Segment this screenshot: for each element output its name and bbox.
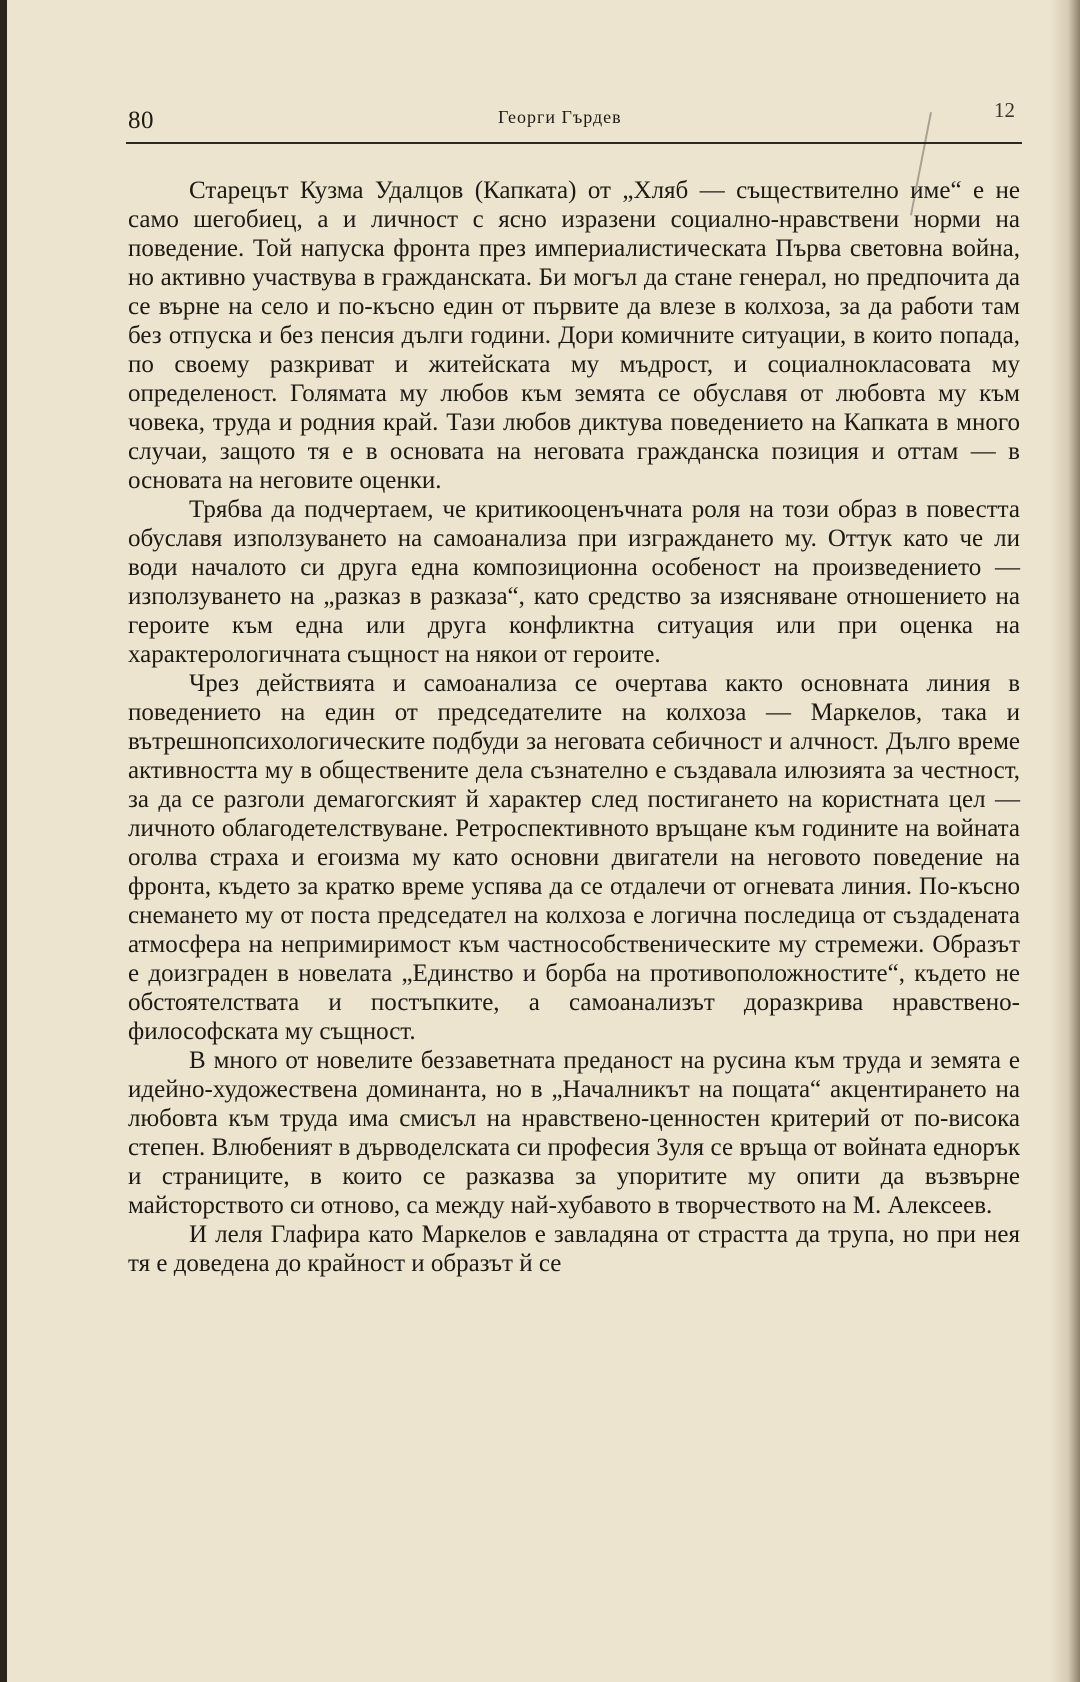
paragraph: Чрез действията и самоанализа се очертава както основната линия в поведението на един от председателите на колхоза — Маркелов, така и вътрешнопсихологическите подбуди за неговата себичност и алчност. Дълго време активността му в обществените дела съзнателно е създавала илюзията за честност, за да се разголи демагогският й характер след постигането на користната цел — личното облагодетелствуване. Ретроспективното връщане към годините на войната оголва страха и егоизма му като основни двигатели на неговото поведение на фронта, където за кратко време успява да се отдалечи от огневата линия. По-късно снемането му от поста председател на колхоза е логична последица от създадената атмосфера на непримиримост към частнособственическите му стремежи. Образът е доизграден в новелата „Единство и борба на противоположностите“, където не обстоятелствата и постъпките, а самоанализът доразкрива нравствено-философската му същност. [128,670,1020,1045]
handwritten-page-note: 12 [994,98,1015,122]
page-gutter-shadow [1050,0,1080,1682]
body-text [128,176,1020,1278]
paragraph: В много от новелите беззаветната преданост на русина към труда и земята е идейно-художествена доминанта, но в „Началникът на пощата“ акцентирането на любовта към труда има смисъл на нравствено-ценностен критерий от по-висока степен. Влюбеният в дърводелската си професия Зуля се връща от войната еднорък и страниците, в които се разказва за упоритите му опити да възвърне майсторството си отново, са между най-хубавото в творчеството на М. Алексеев. [128,1047,1020,1219]
paragraph: Старецът Кузма Удалцов (Капката) от „Хляб — съществително име“ е не само шегобиец, а и личност с ясно изразени социално-нравствени норми на поведение. Той напуска фронта през империалистическата Първа световна война, но активно участвува в гражданската. Би могъл да стане генерал, но предпочита да се върне на село и по-късно един от първите да влезе в колхоза, за да работи там без отпуска и без пенсия дълги години. Дори комичните ситуации, в които попада, по своему разкриват и житейската му мъдрост, и социалнокласовата му определеност. Голямата му любов към земята се обуславя от любовта му към човека, труда и родния край. Тази любов диктува поведението на Капката в много случаи, защото тя е в основата на неговата гражданска позиция и оттам — в основата на неговите оценки. [128,177,1020,494]
page-binding-edge [0,0,7,1682]
header-rule [126,142,1022,144]
paragraph: Трябва да подчертаем, че критикооценъчната роля на този образ в повестта обуславя използуването на самоанализа при изграждането му. Оттук като че ли води началото си друга една композиционна особеност на произведението — използуването на „разказ в разказа“, като средство за изясняване отношението на героите към една или друга конфликтна ситуация или при оценка на характерологичната същност на някои от героите. [128,496,1020,668]
paragraph: И леля Глафира като Маркелов е завладяна от страстта да трупа, но при нея тя е доведена до крайност и образът й се [128,1221,1020,1277]
running-head-author: Георги Гърдев [498,107,622,127]
page-number: 80 [128,107,154,134]
